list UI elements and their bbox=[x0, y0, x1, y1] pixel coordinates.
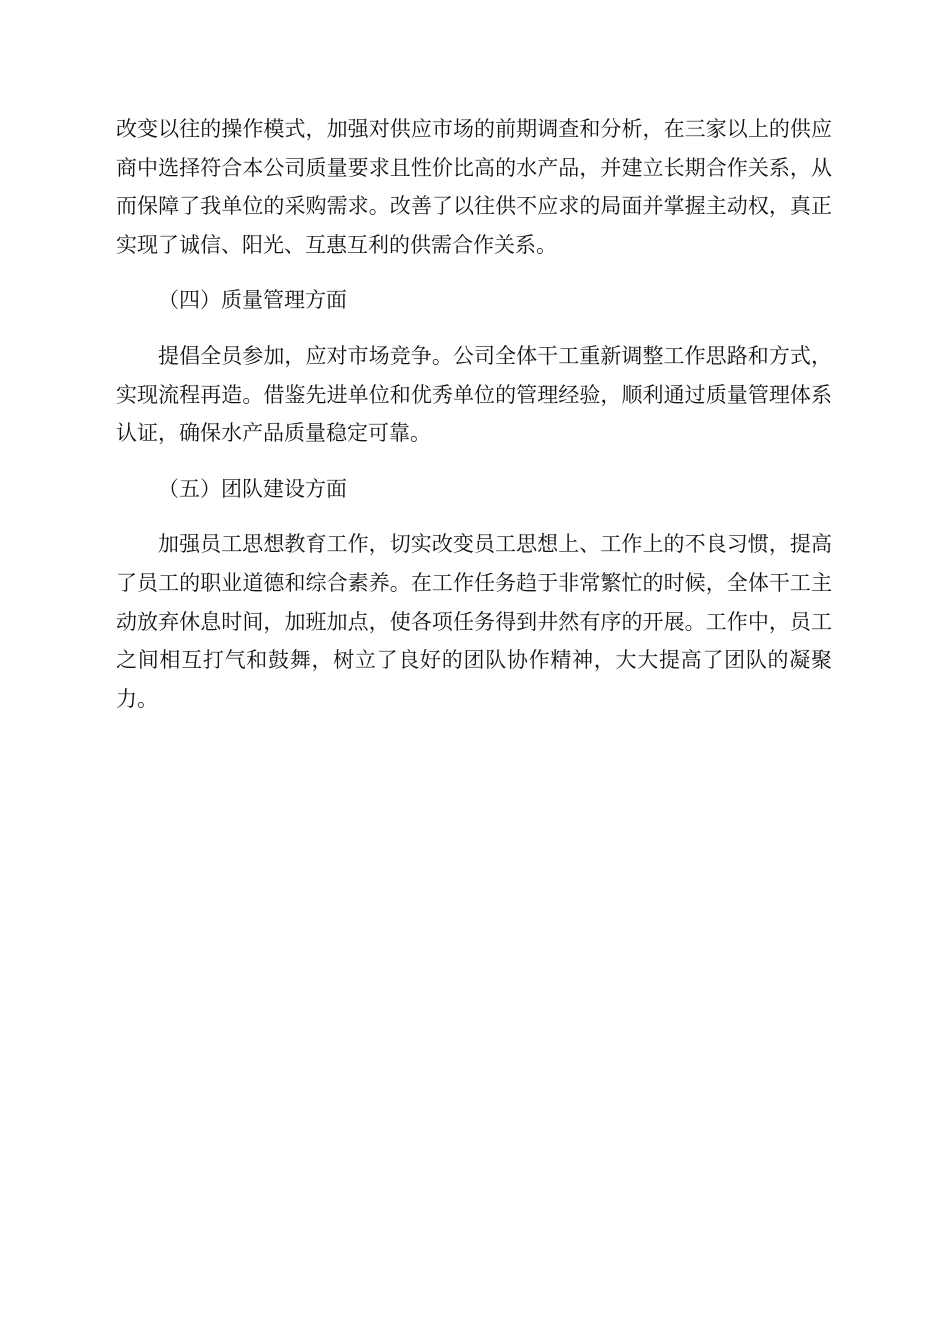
paragraph-team-building: 加强员工思想教育工作，切实改变员工思想上、工作上的不良习惯，提高了员工的职业道德和综合素养。在工作任务趋于非常繁忙的时候，全体干工主动放弃休息时间，加班加点，使各项任务得到井然有序的开展。工作中，员工之间相互打气和鼓舞，树立了良好的团队协作精神，大大提高了团队的凝聚力。 bbox=[116, 532, 832, 711]
heading-team-building: （五）团队建设方面 bbox=[158, 476, 347, 501]
heading-quality-management: （四）质量管理方面 bbox=[158, 288, 347, 313]
paragraph-procurement: 改变以往的操作模式，加强对供应市场的前期调查和分析，在三家以上的供应商中选择符合本公司质量要求且性价比高的水产品，并建立长期合作关系，从而保障了我单位的采购需求。改善了以往供不应求的局面并掌握主动权，真正实现了诚信、阳光、互惠互利的供需合作关系。 bbox=[116, 117, 832, 257]
paragraph-quality-management: 提倡全员参加，应对市场竞争。公司全体干工重新调整工作思路和方式，实现流程再造。借鉴先进单位和优秀单位的管理经验，顺利通过质量管理体系认证，确保水产品质量稳定可靠。 bbox=[116, 343, 832, 446]
document-page bbox=[116, 110, 832, 718]
